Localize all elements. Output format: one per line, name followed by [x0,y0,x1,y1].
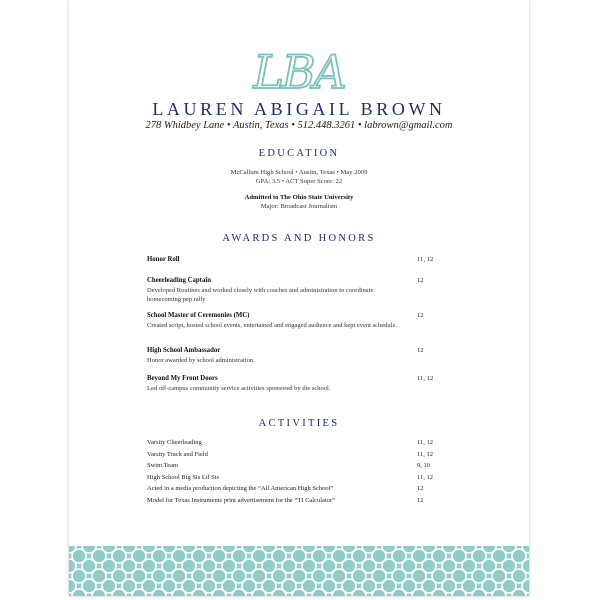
full-name: LAUREN ABIGAIL BROWN [152,99,446,119]
activity-name: Swim Team [147,462,179,469]
activity-grades: 11, 12 [417,451,434,458]
contact-info: 278 Whidbey Lane • Austin, Texas • 512.448.3261 • labrown@gmail.com [145,120,453,131]
decorative-pattern-band [69,546,529,596]
activity-row [147,439,507,449]
gpa-info: GPA: 3.5 • ACT Super Score: 22 [255,178,343,185]
award-grades: 11, 12 [417,375,434,382]
award-description: Honor awarded by school administration. [147,357,255,364]
award-grades: 11, 12 [417,256,434,263]
monogram-logo [69,40,529,98]
award-item [147,347,507,365]
admission-info: Admitted to The Ohio State University [244,194,354,201]
award-description: Led off-campus community service activities sponsored by the school. [147,385,331,392]
award-grades: 12 [417,312,424,319]
resume-page [69,0,529,596]
activity-row [147,474,507,484]
award-description: Developed Routines and worked closely with coaches and administration to coordinate homecoming pep rally [147,287,374,304]
award-item [147,256,507,263]
award-title: Cheerleading Captain [147,277,212,284]
activity-name: Acted in a media production depicting the “All American High School” [147,485,334,492]
major-info: Major: Broadcast Journalism [260,203,338,210]
award-grades: 12 [417,347,424,354]
activity-name: Varsity Track and Field [147,451,208,458]
award-grades: 12 [417,277,424,284]
svg-text:LBA: LBA [253,45,345,98]
award-item [147,375,507,393]
activity-row [147,485,507,495]
award-item [147,277,507,304]
activity-grades: 11, 12 [417,439,434,446]
school-info: McCallum High School • Austin, Texas • May 2009 [230,169,368,176]
awards-heading: AWARDS AND HONORS [222,233,376,244]
award-title: Honor Roll [147,256,180,263]
activity-name: Model for Texas Instruments print advertisement for the “TI Calculator” [147,497,336,504]
activity-row [147,462,507,472]
award-title: High School Ambassador [147,347,221,354]
activity-row [147,451,507,461]
award-description: Created script, hosted school events, entertained and engaged audience and kept event schedule. [147,322,397,329]
award-title: School Master of Ceremonies (MC) [147,312,250,319]
activities-heading: ACTIVITIES [258,418,340,429]
award-title: Beyond My Front Doors [147,375,218,382]
education-heading: EDUCATION [258,148,340,159]
activity-grades: 9, 10 [417,462,430,469]
activity-grades: 12 [417,497,424,504]
activity-name: Varsity Cheerleading [147,439,202,446]
quatrefoil-pattern [69,546,529,596]
award-item [147,312,507,330]
activity-grades: 11, 12 [417,474,434,481]
activity-grades: 12 [417,485,424,492]
activity-row [147,497,507,507]
activity-name: High School Big Sis Lil Sis [147,474,220,481]
